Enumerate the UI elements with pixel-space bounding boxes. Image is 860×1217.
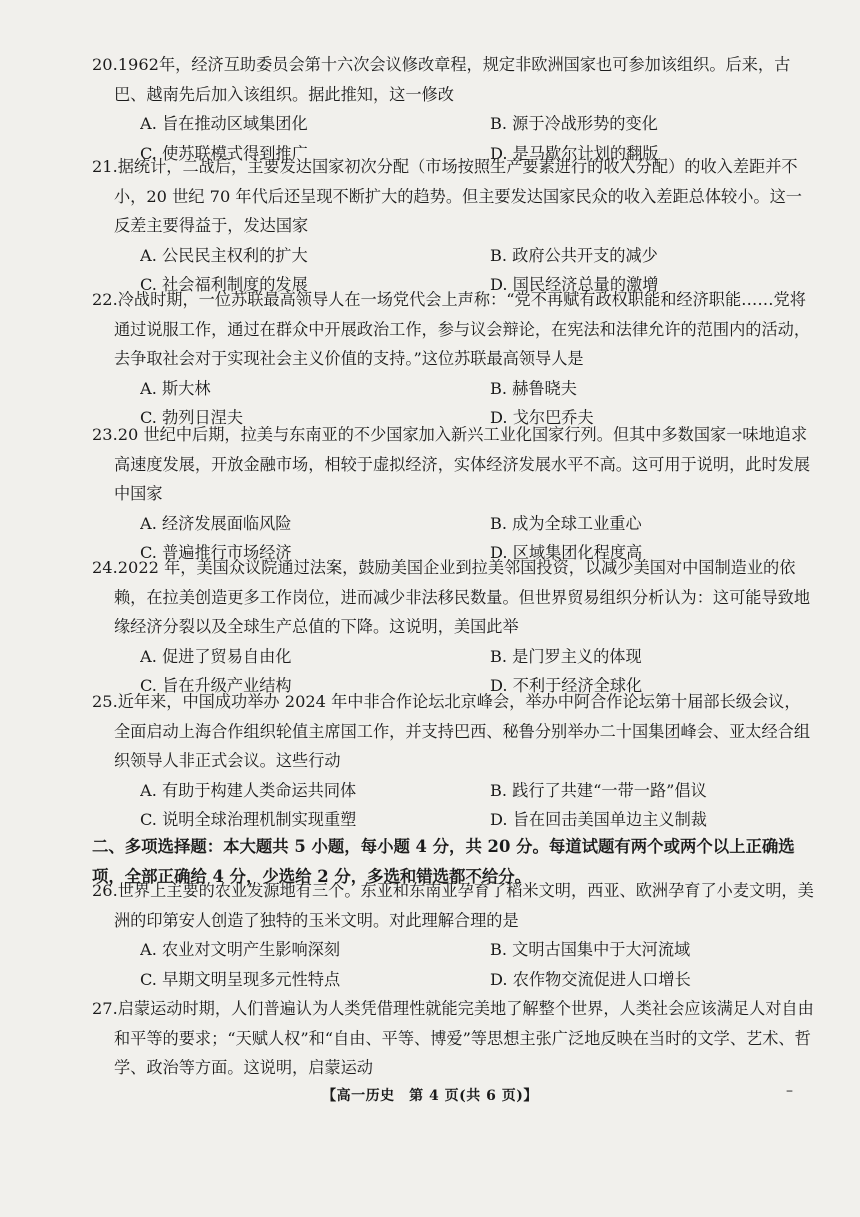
option-a: A. 公民民主权利的扩大 <box>140 245 308 265</box>
question-number: 21. <box>92 157 118 176</box>
option-c: C. 普遍推行市场经济 <box>140 543 292 562</box>
option-d: D. 旨在回击美国单边主义制裁 <box>490 810 707 829</box>
option-d: D. 不利于经济全球化 <box>490 676 643 695</box>
question-27 <box>92 994 814 1083</box>
option-d: D. 区域集团化程度高 <box>490 543 643 562</box>
footer-dash: – <box>786 1083 793 1099</box>
question-stem: 20 世纪中后期，拉美与东南亚的不少国家加入新兴工业化国家行列。但其中多数国家一味地追求高速度发展，开放金融市场，相较于虚拟经济，实体经济发展水平不高。这可用于说明，此时发展中国家 <box>114 425 811 503</box>
question-number: 20. <box>92 55 118 74</box>
option-b: B. 赫鲁晓夫 <box>490 378 577 398</box>
question-26 <box>92 876 814 994</box>
question-stem: 2022 年，美国众议院通过法案，鼓励美国企业到拉美邻国投资，以减少美国对中国制造业的依赖，在拉美创造更多工作岗位，进而减少非法移民数量。但世界贸易组织分析认为：这可能导致地缘经济分裂以及全球生产总值的下降。这说明，美国此举 <box>114 558 811 636</box>
question-number: 23. <box>92 425 118 444</box>
option-c: C. 说明全球治理机制实现重塑 <box>140 810 357 829</box>
question-number: 25. <box>92 692 118 711</box>
question-stem: 冷战时期，一位苏联最高领导人在一场党代会上声称：“党不再赋有政权职能和经济职能……党将通过说服工作，通过在群众中开展政治工作，参与议会辩论，在宪法和法律允许的范围内的活动，去争取社会对于实现社会主义价值的支持。”这位苏联最高领导人是 <box>114 290 811 368</box>
question-stem: 启蒙运动时期，人们普遍认为人类凭借理性就能完美地了解整个世界，人类社会应该满足人对自由和平等的要求；“天赋人权”和“自由、平等、博爱”等思想主张广泛地反映在当时的文学、艺术、哲学、政治等方面。这说明，启蒙运动 <box>114 999 814 1077</box>
question-number: 26. <box>92 881 118 900</box>
options <box>140 776 816 835</box>
question-number: 24. <box>92 558 118 577</box>
option-a: A. 旨在推动区域集团化 <box>140 114 308 133</box>
question-25 <box>92 687 814 835</box>
option-c: C. 社会福利制度的发展 <box>140 275 308 294</box>
option-b: B. 文明古国集中于大河流域 <box>490 940 691 959</box>
question-stem: 1962年，经济互助委员会第十六次会议修改章程，规定非欧洲国家也可参加该组织。后来，古巴、越南先后加入该组织。据此推知，这一修改 <box>114 55 791 104</box>
option-d: D. 农作物交流促进人口增长 <box>490 969 691 989</box>
option-a: A. 经济发展面临风险 <box>140 513 292 533</box>
question-22 <box>92 285 814 433</box>
option-b: B. 践行了共建“一带一路”倡议 <box>490 780 707 800</box>
option-d: D. 戈尔巴乔夫 <box>490 408 594 427</box>
option-c: C. 旨在升级产业结构 <box>140 676 292 695</box>
section-heading-multiple-choice: 二、多项选择题：本大题共 5 小题，每小题 4 分，共 20 分。每道试题有两个或两个以上正确选项，全部正确给 4 分，少选给 2 分，多选和错选都不给分。 <box>92 837 795 886</box>
page-footer: 【高一历史 第 4 页(共 6 页)】 <box>322 1088 538 1104</box>
option-a: A. 促进了贸易自由化 <box>140 646 292 666</box>
question-24 <box>92 553 814 701</box>
question-stem: 近年来，中国成功举办 2024 年中非合作论坛北京峰会，举办中阿合作论坛第十届部长级会议，全面启动上海合作组织轮值主席国工作，并支持巴西、秘鲁分别举办二十国集团峰会、亚太经合组织领导人非正式会议。这些行动 <box>114 692 811 770</box>
option-b: B. 是门罗主义的体现 <box>490 646 642 666</box>
option-d: D. 是马歇尔计划的翻版 <box>490 143 659 163</box>
question-number: 22. <box>92 290 118 309</box>
option-d: D. 国民经济总量的激增 <box>490 275 659 294</box>
option-b: B. 成为全球工业重心 <box>490 513 642 533</box>
question-stem: 世界上主要的农业发源地有三个。东亚和东南亚孕育了稻米文明，西亚、欧洲孕育了小麦文明，美洲的印第安人创造了独特的玉米文明。对此理解合理的是 <box>114 881 814 930</box>
option-a: A. 斯大林 <box>140 378 211 398</box>
option-c: C. 使苏联模式得到推广 <box>140 143 308 163</box>
question-number: 27. <box>92 999 118 1018</box>
question-stem: 据统计，二战后，主要发达国家初次分配（市场按照生产要素进行的收入分配）的收入差距并不小，20 世纪 70 年代后还呈现不断扩大的趋势。但主要发达国家民众的收入差距总体较小。这一反差主要得益于，发达国家 <box>114 157 802 235</box>
option-a: A. 农业对文明产生影响深刻 <box>140 940 341 959</box>
option-b: B. 源于冷战形势的变化 <box>490 114 658 133</box>
option-c: C. 勃列日涅夫 <box>140 408 244 427</box>
options <box>140 935 816 994</box>
option-c: C. 早期文明呈现多元性特点 <box>140 969 341 989</box>
option-a: A. 有助于构建人类命运共同体 <box>140 780 357 800</box>
option-b: B. 政府公共开支的减少 <box>490 245 658 265</box>
